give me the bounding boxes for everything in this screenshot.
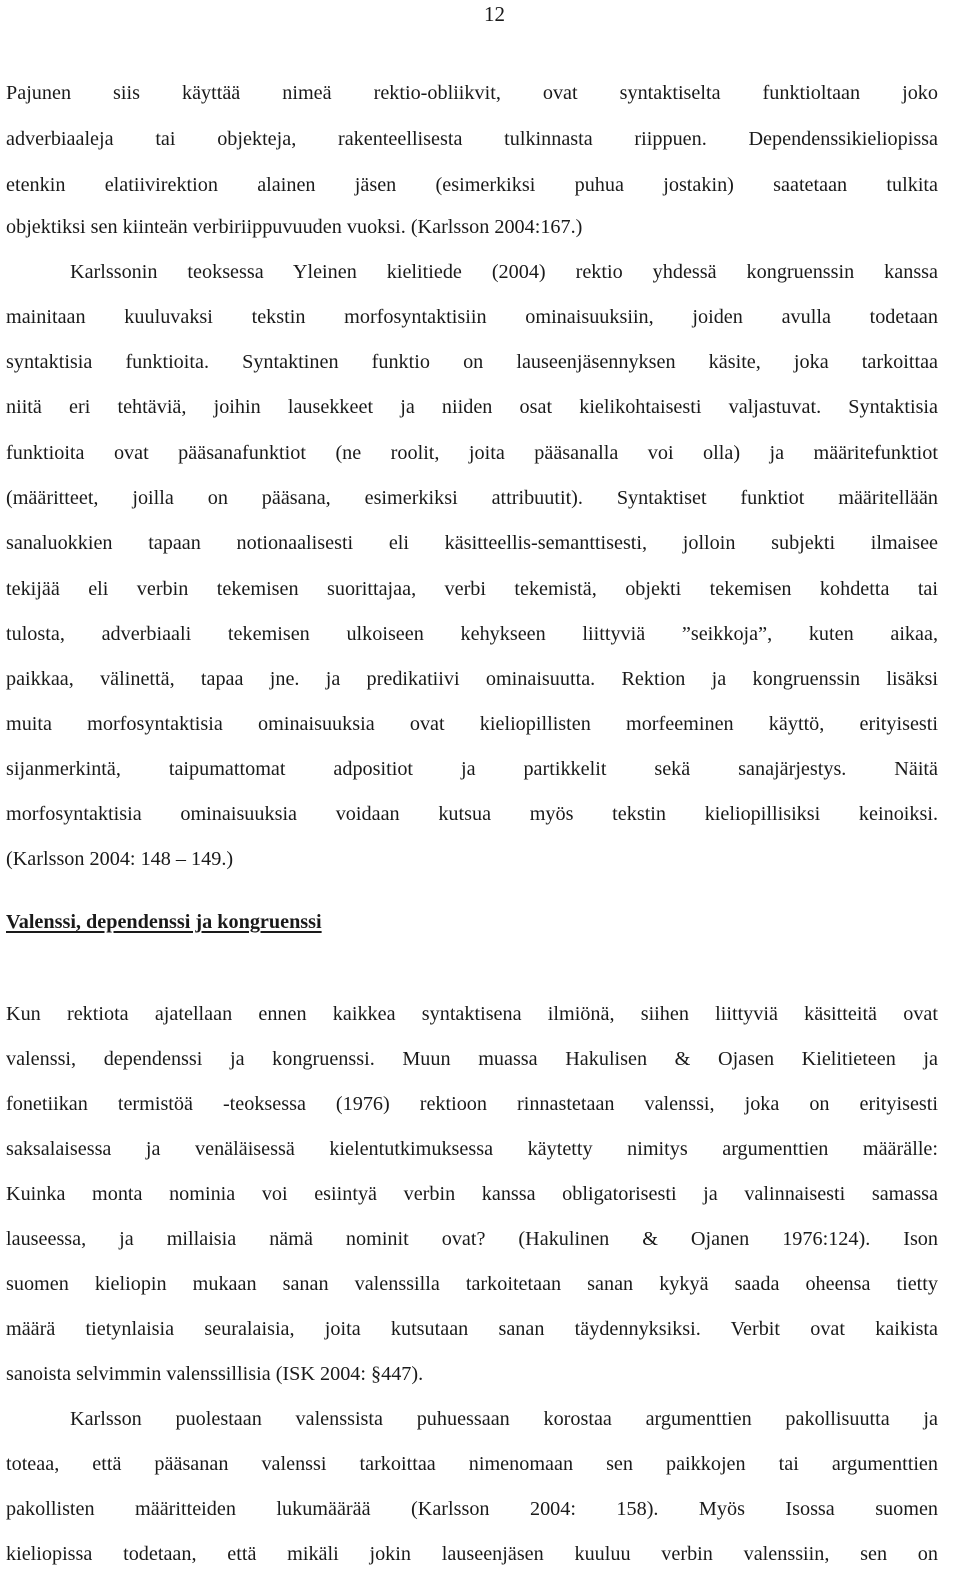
text-line: morfosyntaktisia ominaisuuksia voidaan kutsua myös tekstin kieliopillisiksi keinoiksi.	[6, 803, 938, 825]
text-line: fonetiikan termistöä -teoksessa (1976) rektioon rinnastetaan valenssi, joka on erityisesti	[6, 1093, 938, 1115]
text-line: sanoista selvimmin valenssillisia (ISK 2004: §447).	[6, 1363, 424, 1385]
text-line: mainitaan kuuluvaksi tekstin morfosyntaktisiin ominaisuuksiin, joiden avulla todetaan	[6, 306, 938, 328]
text-line: sanaluokkien tapaan notionaalisesti eli käsitteellis-semanttisesti, jolloin subjekti ilmaisee	[6, 532, 938, 554]
text-line: suomen kieliopin mukaan sanan valenssilla tarkoitetaan sanan kykyä saada oheensa tietty	[6, 1273, 938, 1295]
text-line: kieliopissa todetaan, että mikäli jokin lauseenjäsen kuuluu verbin valenssiin, sen on	[6, 1543, 938, 1565]
text-line: adverbiaaleja tai objekteja, rakenteellisesta tulkinnasta riippuen. Dependenssikieliopissa	[6, 128, 938, 150]
text-line: Kuinka monta nominia voi esiintyä verbin kanssa obligatorisesti ja valinnaisesti samassa	[6, 1183, 938, 1205]
text-line: valenssi, dependenssi ja kongruenssi. Muun muassa Hakulisen & Ojasen Kielitieteen ja	[6, 1048, 938, 1070]
text-line: (määritteet, joilla on pääsana, esimerkiksi attribuutit). Syntaktiset funktiot määritellään	[6, 487, 938, 509]
page-number: 12	[484, 2, 505, 26]
text-line: toteaa, että pääsanan valenssi tarkoittaa nimenomaan sen paikkojen tai argumenttien	[6, 1453, 938, 1475]
text-line: Kun rektiota ajatellaan ennen kaikkea syntaktisena ilmiönä, siihen liittyviä käsitteitä ovat	[6, 1003, 938, 1025]
text-line: Karlsson puolestaan valenssista puhuessaan korostaa argumenttien pakollisuutta ja	[70, 1408, 938, 1430]
text-line: tulosta, adverbiaali tekemisen ulkoiseen kehykseen liittyviä ”seikkoja”, kuten aikaa,	[6, 623, 938, 645]
text-line: tekijää eli verbin tekemisen suorittajaa, verbi tekemistä, objekti tekemisen kohdetta tai	[6, 578, 938, 600]
text-line: määrä tietynlaisia seuralaisia, joita kutsutaan sanan täydennyksiksi. Verbit ovat kaikista	[6, 1318, 938, 1340]
text-line: saksalaisessa ja venäläisessä kielentutkimuksessa käytetty nimitys argumenttien määrälle:	[6, 1138, 938, 1160]
text-line: niitä eri tehtäviä, joihin lausekkeet ja niiden osat kielikohtaisesti valjastuvat. Syntaktisia	[6, 396, 938, 418]
text-line: syntaktisia funktioita. Syntaktinen funktio on lauseenjäsennyksen käsite, joka tarkoittaa	[6, 351, 938, 373]
text-line: objektiksi sen kiinteän verbiriippuvuuden vuoksi. (Karlsson 2004:167.)	[6, 216, 583, 238]
text-line: lauseessa, ja millaisia nämä nominit ovat? (Hakulinen & Ojanen 1976:124). Ison	[6, 1228, 938, 1250]
text-line: (Karlsson 2004: 148 – 149.)	[6, 848, 234, 870]
text-line: funktioita ovat pääsanafunktiot (ne roolit, joita pääsanalla voi olla) ja määritefunktiot	[6, 442, 938, 464]
text-line: sijanmerkintä, taipumattomat adpositiot ja partikkelit sekä sanajärjestys. Näitä	[6, 758, 938, 780]
text-line: muita morfosyntaktisia ominaisuuksia ovat kieliopillisten morfeeminen käyttö, erityisesti	[6, 713, 938, 735]
text-line: Karlssonin teoksessa Yleinen kielitiede (2004) rektio yhdessä kongruenssin kanssa	[70, 261, 938, 283]
text-line: paikkaa, välinettä, tapaa jne. ja predikatiivi ominaisuutta. Rektion ja kongruenssin lisäksi	[6, 668, 938, 690]
text-line: pakollisten määritteiden lukumäärää (Karlsson 2004: 158). Myös Isossa suomen	[6, 1498, 938, 1520]
section-heading: Valenssi, dependenssi ja kongruenssi	[6, 911, 322, 933]
text-line: Pajunen siis käyttää nimeä rektio-obliikvit, ovat syntaktiselta funktioltaan joko	[6, 82, 938, 104]
text-line: etenkin elatiivirektion alainen jäsen (esimerkiksi puhua jostakin) saatetaan tulkita	[6, 174, 938, 196]
